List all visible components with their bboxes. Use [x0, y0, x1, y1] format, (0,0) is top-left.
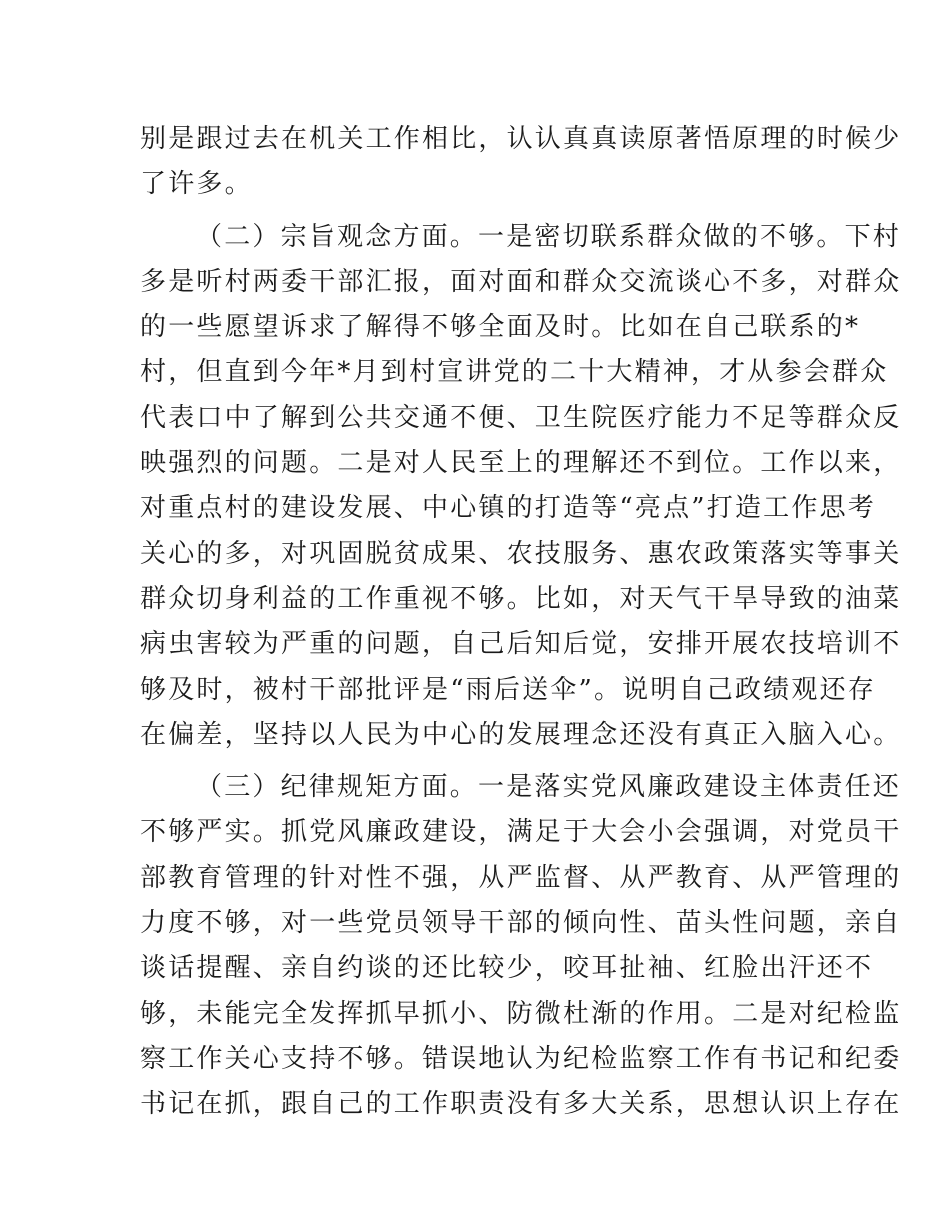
paragraph-line: 对重点村的建设发展、中心镇的打造等“亮点”打造工作思考 [140, 493, 876, 524]
paragraph-line: 够及时，被村干部批评是“雨后送伞”。说明自己政绩观还存 [140, 674, 876, 705]
paragraph-2 [140, 215, 902, 759]
paragraph-line: 代表口中了解到公共交通不便、卫生院医疗能力不足等群众反 [140, 402, 902, 433]
paragraph-line: 关心的多，对巩固脱贫成果、农技服务、惠农政策落实等事关 [140, 538, 902, 569]
paragraph-line: 群众切身利益的工作重视不够。比如，对天气干旱导致的油菜 [140, 583, 902, 614]
paragraph-line: 察工作关心支持不够。错误地认为纪检监察工作有书记和纪委 [140, 1043, 902, 1074]
paragraph-line: 在偏差，坚持以人民为中心的发展理念还没有真正入脑入心。 [140, 719, 902, 750]
paragraph-first-line: （二）宗旨观念方面。一是密切联系群众做的不够。下村 [196, 221, 902, 252]
document-body [140, 117, 902, 1128]
paragraph-first-line: （三）纪律规矩方面。一是落实党风廉政建设主体责任还 [196, 772, 902, 803]
paragraph-line: 多是听村两委干部汇报，面对面和群众交流谈心不多，对群众 [140, 266, 902, 297]
paragraph-line: 书记在抓，跟自己的工作职责没有多大关系，思想认识上存在 [140, 1089, 902, 1120]
paragraph-line: 的一些愿望诉求了解得不够全面及时。比如在自己联系的* [140, 312, 861, 343]
paragraph-1 [140, 117, 902, 208]
paragraph-line: 谈话提醒、亲自约谈的还比较少，咬耳扯袖、红脸出汗还不 [140, 953, 874, 984]
paragraph-line: 了许多。 [140, 169, 253, 200]
paragraph-line: 别是跟过去在机关工作相比，认认真真读原著悟原理的时候少 [140, 124, 902, 154]
paragraph-line: 力度不够，对一些党员领导干部的倾向性、苗头性问题，亲自 [140, 908, 902, 939]
paragraph-line: 病虫害较为严重的问题，自己后知后觉，安排开展农技培训不 [140, 629, 902, 660]
paragraph-line: 村，但直到今年*月到村宣讲党的二十大精神，才从参会群众 [140, 357, 889, 388]
paragraph-spacing [140, 758, 812, 765]
paragraph-line: 够，未能完全发挥抓早抓小、防微杜渐的作用。二是对纪检监 [140, 998, 902, 1029]
paragraph-3 [140, 765, 902, 1127]
paragraph-line: 映强烈的问题。二是对人民至上的理解还不到位。工作以来， [140, 448, 902, 479]
paragraph-line: 部教育管理的针对性不强，从严监督、从严教育、从严管理的 [140, 862, 902, 893]
paragraph-spacing [140, 208, 812, 215]
paragraph-line: 不够严实。抓党风廉政建设，满足于大会小会强调，对党员干 [140, 817, 902, 848]
